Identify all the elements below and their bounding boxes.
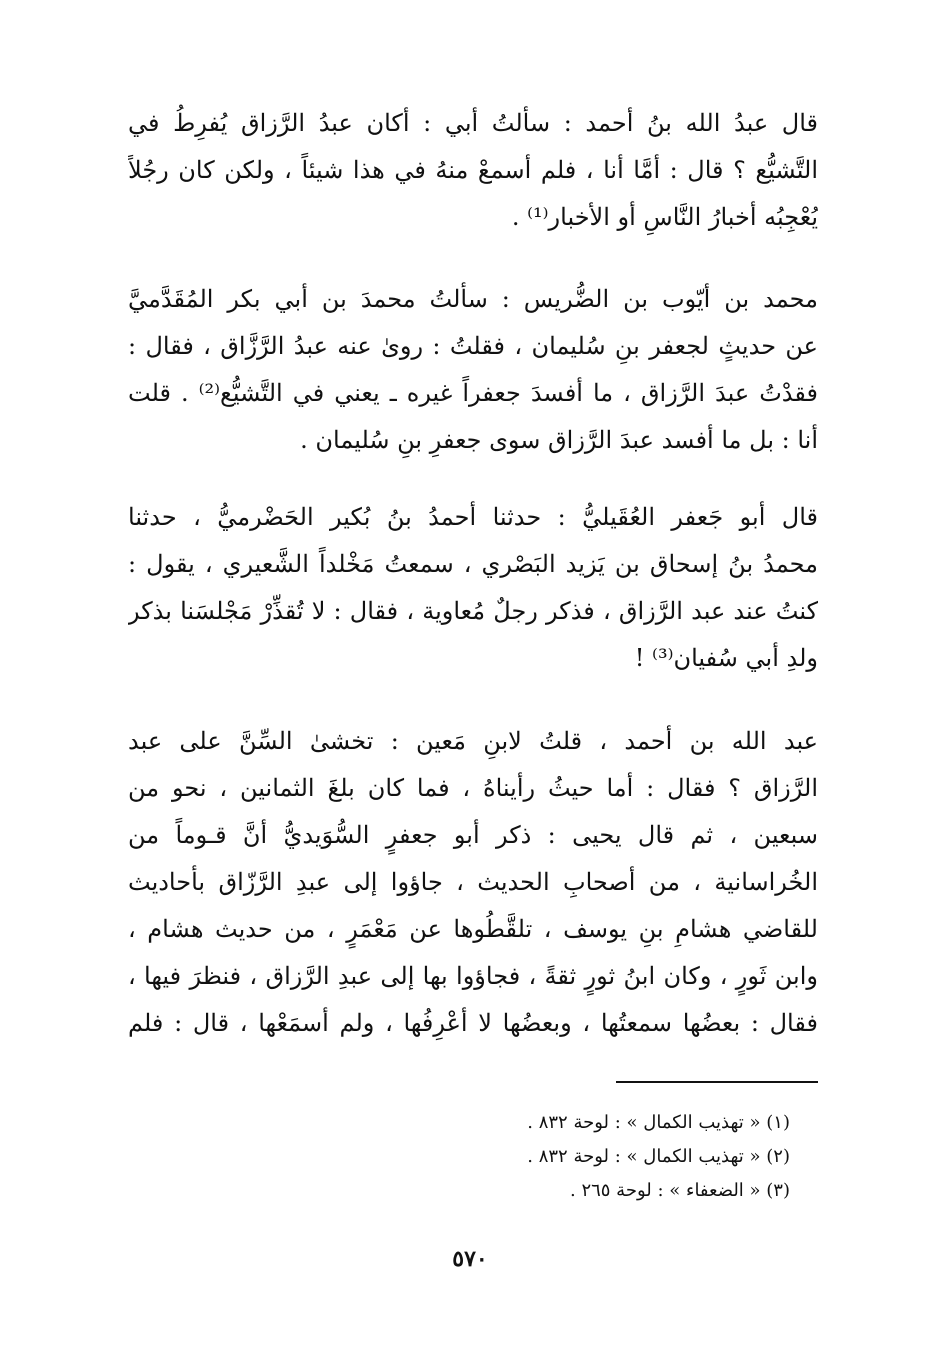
text-line: ولدِ أبي سُفيان⁽³⁾ !: [634, 644, 818, 672]
page-number: ٥٧٠: [452, 1246, 488, 1272]
paragraph-2: [128, 276, 818, 464]
paragraph-4: [128, 718, 818, 1047]
text-line: محمد بن أيّوب بن الضُّريس : سألتُ محمدَ بن أبي بكر المُقَدَّميَّ: [128, 285, 818, 313]
paragraph-3: [128, 494, 818, 682]
footnote-divider: [616, 1081, 818, 1083]
footnote-3: (٣) « الضعفاء » : لوحة ٢٦٥ .: [569, 1180, 790, 1201]
text-line: أنا : بل ما أفسد عبدَ الرَّزاق سوى جعفرِ بنِ سُليمان .: [300, 426, 818, 454]
text-line: الرَّزاق ؟ فقال : أما حيثُ رأيناهُ ، فما كان بلغَ الثمانين ، نحو من: [128, 774, 818, 802]
text-line: سبعين ، ثم قال يحيى : ذكر أبو جعفرٍ السُّوَيديُّ أنَّ قـوماً من: [128, 821, 818, 849]
text-line: يُعْجِبُه أخبارُ النَّاسِ أو الأخبار⁽¹⁾ .: [511, 203, 818, 231]
text-line: عبد الله بن أحمد ، قلتُ لابنِ مَعين : تخشىٰ السِّنَّ على عبد: [128, 727, 818, 755]
text-line: فقال : بعضُها سمعتُها ، وبعضُها لا أعْرِفُها ، ولم أسمَعْها ، قال : فلم: [128, 1009, 818, 1037]
text-line: كنتُ عند عبد الرَّزاق ، فذكر رجلٌ مُعاوية ، فقال : لا تُقذِّرْ مَجْلسَنا بذكر: [128, 597, 818, 625]
footnote-1: (١) « تهذيب الكمال » : لوحة ٨٣٢ .: [527, 1112, 790, 1133]
text-line: محمدُ بنُ إسحاق بن يَزيد البَصْري ، سمعتُ مَخْلداً الشَّعيري ، يقول :: [128, 550, 818, 578]
text-line: للقاضي هشامِ بنِ يوسف ، تلقَّطُوها عن مَعْمَرٍ ، من حديث هشام ،: [128, 915, 818, 943]
footnotes: [390, 1106, 790, 1208]
footnote-2: (٢) « تهذيب الكمال » : لوحة ٨٣٢ .: [527, 1146, 790, 1167]
text-line: فقدْتُ عبدَ الرَّزاق ، ما أفسدَ جعفراً غيره ـ يعني في التَّشيُّع⁽²⁾ . قلت: [128, 379, 818, 407]
text-line: التَّشيُّع ؟ قال : أمَّا أنا ، فلم أسمعْ منهُ في هذا شيئاً ، ولكن كان رجُلاً: [128, 156, 818, 184]
paragraph-1: [128, 100, 818, 241]
text-line: قال عبدُ الله بنُ أحمد : سألتُ أبي : أكان عبدُ الرَّزاق يُفرِطُ في: [128, 109, 818, 137]
text-line: عن حديثٍ لجعفر بنِ سُليمان ، فقلتُ : روىٰ عنه عبدُ الرَّزَّاق ، فقال :: [128, 332, 818, 360]
text-line: وابن ثَورٍ ، وكان ابنُ ثورٍ ثقةً ، فجاؤوا بها إلى عبدِ الرَّزاق ، فنظرَ فيها ،: [128, 962, 818, 990]
text-line: الخُراسانية ، من أصحابِ الحديث ، جاؤوا إلى عبدِ الرَّزّاق بأحاديث: [128, 868, 818, 896]
text-line: قال أبو جَعفر العُقَيليُّ : حدثنا أحمدُ بنُ بُكير الحَضْرميُّ ، حدثنا: [128, 503, 818, 531]
